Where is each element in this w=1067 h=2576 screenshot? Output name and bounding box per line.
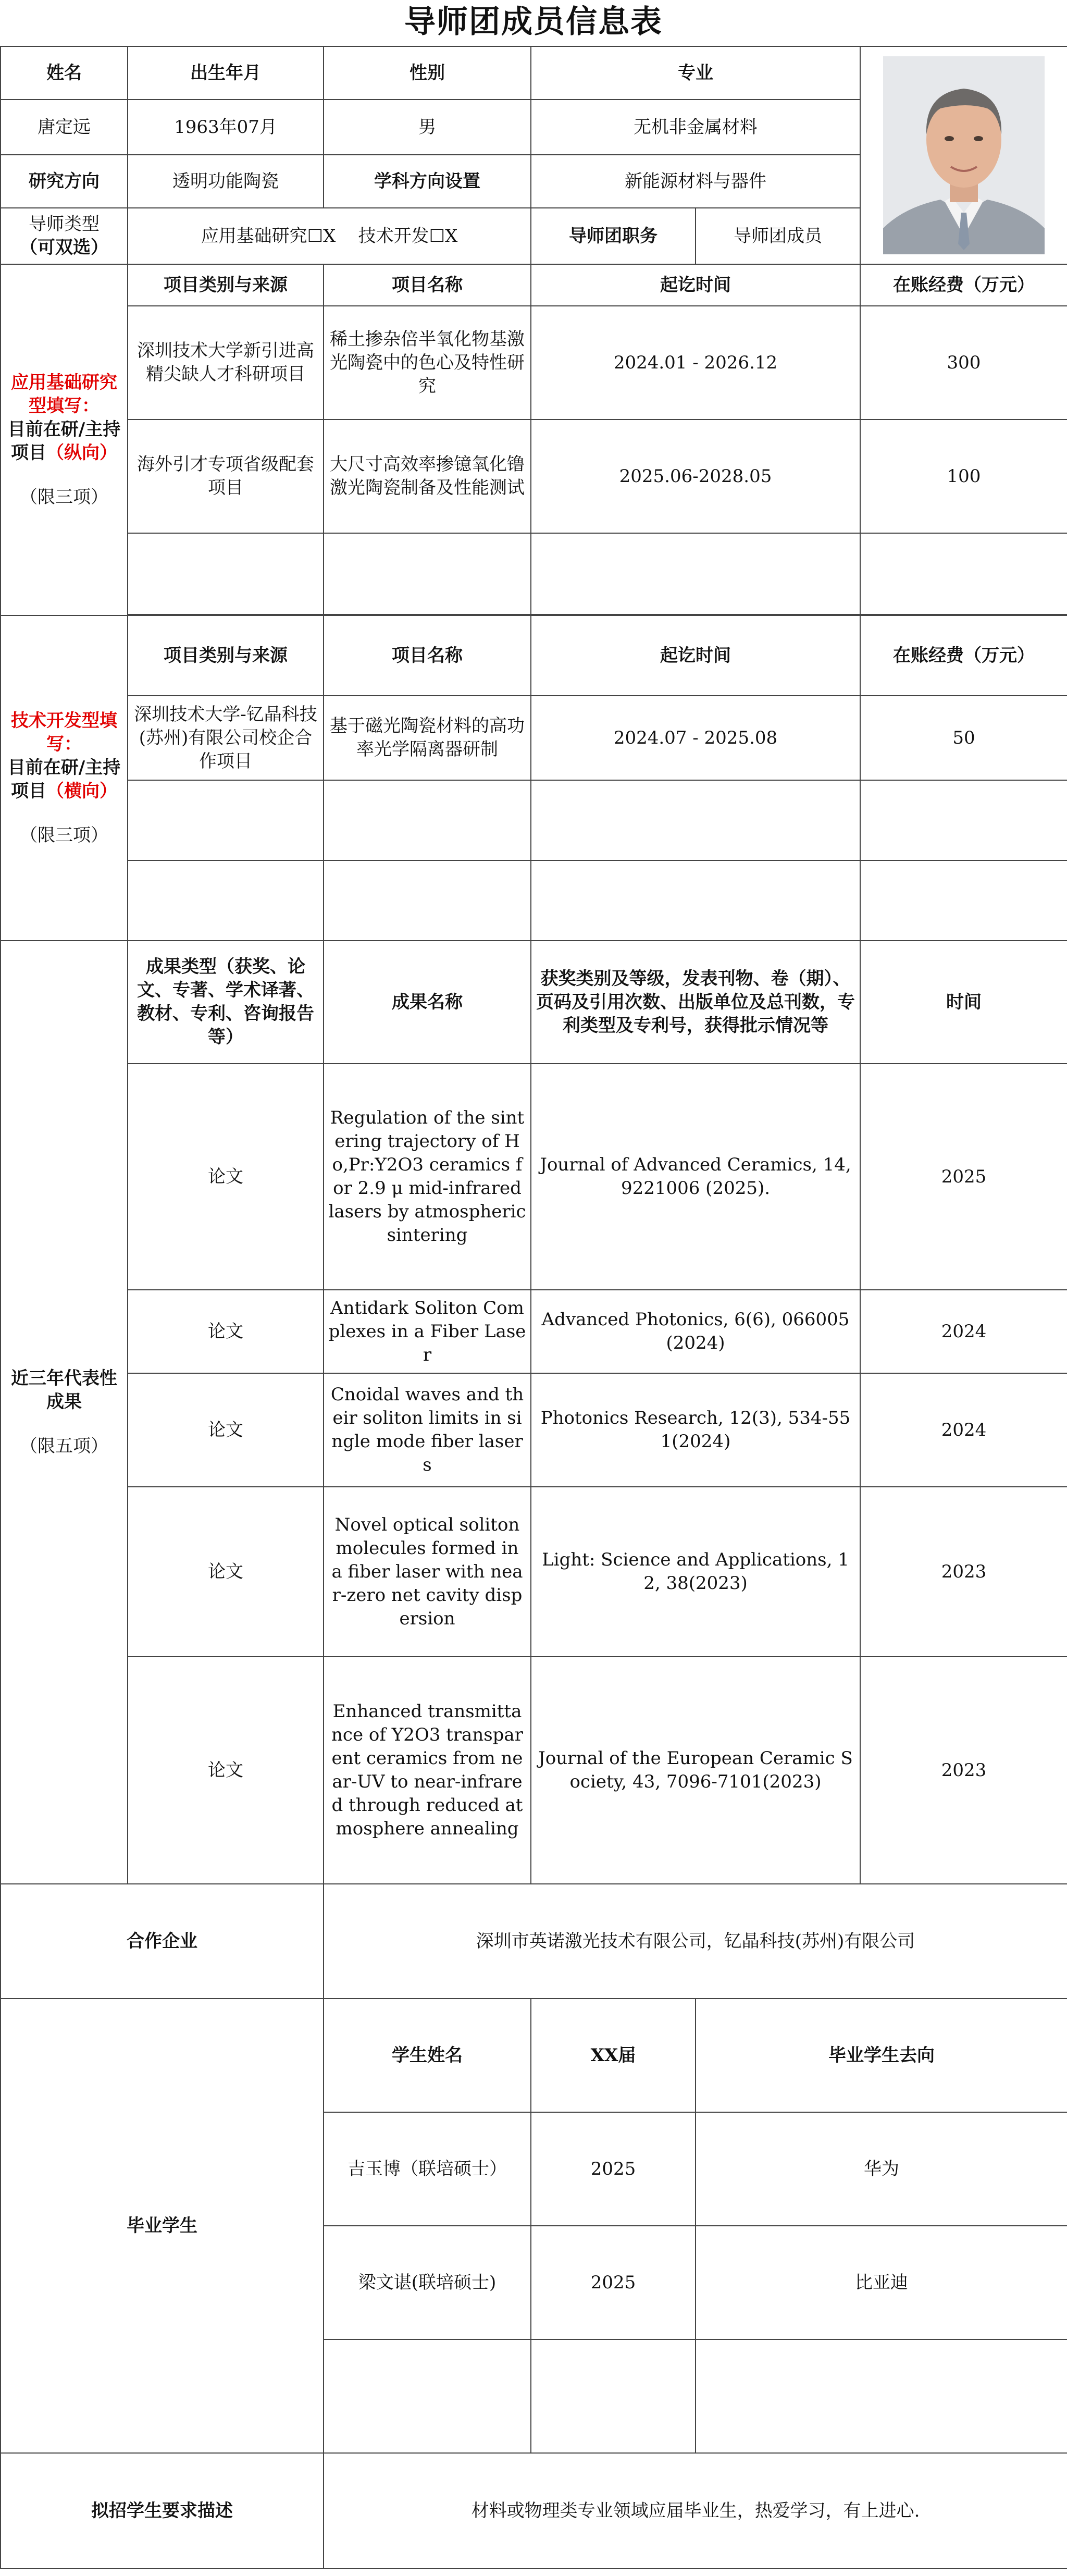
project-period: 2024.07 - 2025.08: [531, 696, 860, 780]
project-name: 大尺寸高效率掺镱氧化镥激光陶瓷制备及性能测试: [324, 420, 531, 533]
photo-cell: [860, 46, 1067, 264]
role-value: 导师团成员: [696, 208, 860, 264]
achievement-year: 2025: [860, 1064, 1067, 1290]
project-name: 稀土掺杂倍半氧化物基激光陶瓷中的色心及特性研究: [324, 306, 531, 420]
student-destination: 比亚迪: [696, 2226, 1067, 2339]
col-header-funds: 在账经费（万元）: [860, 264, 1067, 306]
table-row: [1, 306, 1067, 420]
col-header-destination: 毕业学生去向: [696, 1999, 1067, 2112]
achievement-venue: Journal of the European Ceramic Society, 43, 7096-7101(2023): [531, 1657, 860, 1884]
achievement-venue: Light: Science and Applications, 12, 38(2023): [531, 1487, 860, 1657]
table-row: [1, 1657, 1067, 1884]
gender-value: 男: [324, 100, 531, 155]
achievement-type: 论文: [128, 1657, 324, 1884]
tech-dev-label-1: 技术开发型填写：: [11, 710, 117, 755]
birth-value: 1963年07月: [128, 100, 324, 155]
achievement-venue: Advanced Photonics, 6(6), 066005(2024): [531, 1290, 860, 1373]
achievement-name: Regulation of the sintering trajectory of Ho,Pr:Y2O3 ceramics for 2.9 μ mid-infrared lasers by atmospheric sintering: [324, 1064, 531, 1290]
tech-dev-label: [1, 615, 128, 941]
partners-value: 深圳市英诺激光技术有限公司，钇晶科技(苏州)有限公司: [324, 1884, 1067, 1999]
basic-research-label-2b: （纵向）: [46, 442, 117, 463]
col-header-project-name: 项目名称: [324, 264, 531, 306]
achievement-year: 2024: [860, 1373, 1067, 1487]
col-header-achievement-year: 时间: [860, 941, 1067, 1064]
project-funds: 100: [860, 420, 1067, 533]
partners-label: 合作企业: [1, 1884, 324, 1999]
empty-row: [1, 780, 1067, 860]
basic-research-header-row: [1, 264, 1067, 306]
achievement-year: 2024: [860, 1290, 1067, 1373]
empty-row: [1, 860, 1067, 941]
type-header-line1: 导师类型: [29, 214, 100, 235]
achievement-name: Antidark Soliton Complexes in a Fiber Laser: [324, 1290, 531, 1373]
achievement-venue: Journal of Advanced Ceramics, 14, 9221006 (2025).: [531, 1064, 860, 1290]
col-header-period: 起讫时间: [531, 615, 860, 696]
project-source: 深圳技术大学新引进高精尖缺人才科研项目: [128, 306, 324, 420]
achievement-year: 2023: [860, 1657, 1067, 1884]
table-row: [1, 420, 1067, 533]
name-header: 姓名: [1, 46, 128, 100]
col-header-student-name: 学生姓名: [324, 1999, 531, 2112]
student-year: 2025: [531, 2226, 696, 2339]
col-header-period: 起讫时间: [531, 264, 860, 306]
col-header-source: 项目类别与来源: [128, 615, 324, 696]
project-period: 2024.01 - 2026.12: [531, 306, 860, 420]
requirements-value: 材料或物理类专业领域应届毕业生，热爱学习，有上进心.: [324, 2453, 1067, 2569]
requirements-row: [1, 2453, 1067, 2569]
achievement-type: 论文: [128, 1373, 324, 1487]
achievement-name: Enhanced transmittance of Y2O3 transparent ceramics from near-UV to near-infrared through reduced atmosphere annealing: [324, 1657, 531, 1884]
col-header-class-year: XX届: [531, 1999, 696, 2112]
gender-header: 性别: [324, 46, 531, 100]
achievements-label-2: （限五项）: [20, 1435, 108, 1457]
student-destination: 华为: [696, 2112, 1067, 2226]
direction-value: 透明功能陶瓷: [128, 155, 324, 208]
mentor-photo: [883, 56, 1045, 254]
requirements-label: 拟招学生要求描述: [1, 2453, 324, 2569]
major-header: 专业: [531, 46, 860, 100]
tech-dev-header-row: [1, 615, 1067, 696]
table-row: [1, 696, 1067, 780]
table-row: [1, 1487, 1067, 1657]
direction-header: 研究方向: [1, 155, 128, 208]
project-period: 2025.06-2028.05: [531, 420, 860, 533]
basic-research-label-3: （限三项）: [20, 486, 108, 508]
type-value: 应用基础研究☐X 技术开发☐X: [128, 208, 531, 264]
col-header-project-name: 项目名称: [324, 615, 531, 696]
col-header-achievement-type: 成果类型（获奖、论文、专著、学术译著、教材、专利、咨询报告等）: [128, 941, 324, 1064]
discipline-value: 新能源材料与器件: [531, 155, 860, 208]
page-title: 导师团成员信息表: [404, 4, 663, 40]
tech-dev-label-2b: （横向）: [46, 780, 117, 802]
achievement-type: 论文: [128, 1487, 324, 1657]
type-header-line2: （可双选）: [20, 237, 108, 258]
role-header: 导师团职务: [531, 208, 696, 264]
basic-research-label-2a: 目前在研/主持项目: [7, 418, 121, 463]
major-value: 无机非金属材料: [531, 100, 860, 155]
project-source: 海外引才专项省级配套项目: [128, 420, 324, 533]
col-header-achievement-name: 成果名称: [324, 941, 531, 1064]
birth-header: 出生年月: [128, 46, 324, 100]
achievement-type: 论文: [128, 1064, 324, 1290]
empty-row: [1, 533, 1067, 614]
achievements-label: [1, 941, 128, 1884]
achievement-type: 论文: [128, 1290, 324, 1373]
student-name: 吉玉博（联培硕士）: [324, 2112, 531, 2226]
tech-dev-label-3: （限三项）: [20, 824, 108, 846]
col-header-funds: 在账经费（万元）: [860, 615, 1067, 696]
achievements-header-row: [1, 941, 1067, 1064]
project-name: 基于磁光陶瓷材料的高功率光学隔离器研制: [324, 696, 531, 780]
tech-dev-label-2a: 目前在研/主持项目: [7, 757, 121, 802]
achievement-name: Novel optical soliton molecules formed in a fiber laser with near-zero net cavity dispersion: [324, 1487, 531, 1657]
project-source: 深圳技术大学-钇晶科技(苏州)有限公司校企合作项目: [128, 696, 324, 780]
graduates-header-row: [1, 1999, 1067, 2112]
achievement-year: 2023: [860, 1487, 1067, 1657]
basic-header-row: [1, 46, 1067, 100]
graduates-label: 毕业学生: [1, 1999, 324, 2453]
basic-research-label: [1, 264, 128, 615]
basic-research-label-1: 应用基础研究型填写：: [11, 372, 117, 416]
achievement-venue: Photonics Research, 12(3), 534-551(2024): [531, 1373, 860, 1487]
col-header-source: 项目类别与来源: [128, 264, 324, 306]
student-year: 2025: [531, 2112, 696, 2226]
name-value: 唐定远: [1, 100, 128, 155]
achievement-name: Cnoidal waves and their soliton limits in single mode fiber lasers: [324, 1373, 531, 1487]
partners-row: [1, 1884, 1067, 1999]
table-row: [1, 1064, 1067, 1290]
project-funds: 50: [860, 696, 1067, 780]
type-header: [1, 208, 128, 264]
table-row: [1, 1373, 1067, 1487]
table-row: [1, 1290, 1067, 1373]
student-name: 梁文谌(联培硕士): [324, 2226, 531, 2339]
project-funds: 300: [860, 306, 1067, 420]
info-table: [0, 46, 1067, 2569]
achievements-label-1: 近三年代表性成果: [11, 1367, 117, 1412]
col-header-achievement-venue: 获奖类别及等级，发表刊物、卷（期）、页码及引用次数、出版单位及总刊数，专利类型及专利号，获得批示情况等: [531, 941, 860, 1064]
discipline-header: 学科方向设置: [324, 155, 531, 208]
